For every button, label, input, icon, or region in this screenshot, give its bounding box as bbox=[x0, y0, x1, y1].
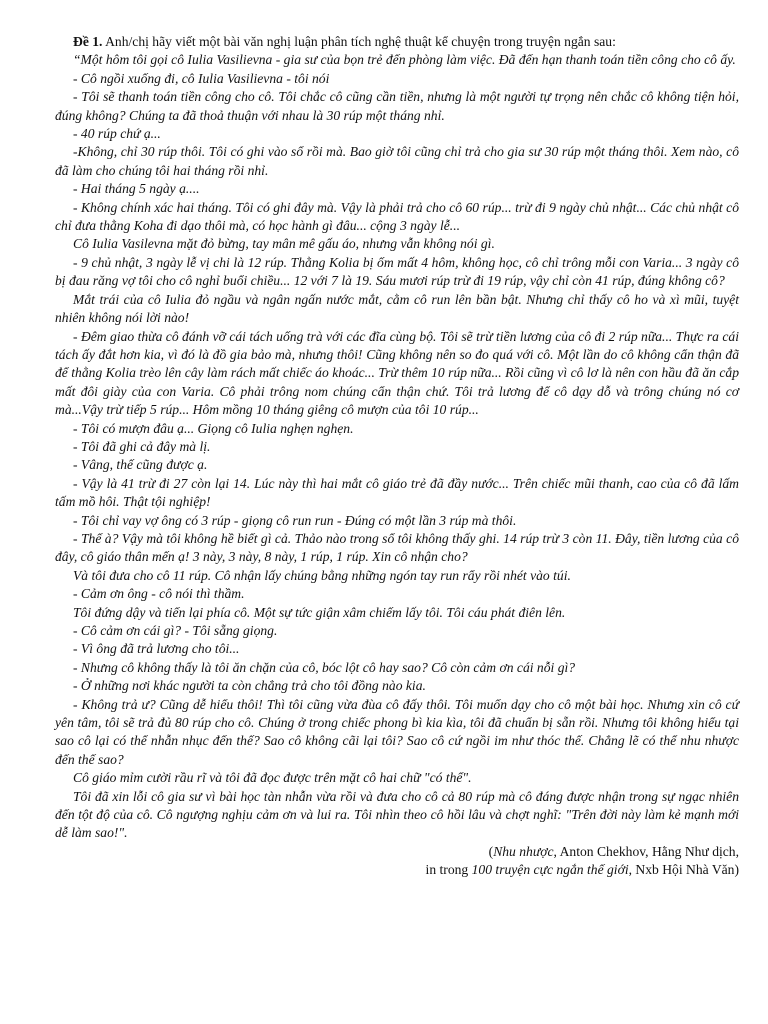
story-title: Nhu nhược bbox=[493, 843, 554, 859]
story-paragraph: - Ở những nơi khác người ta còn chẳng trả cho tôi đồng nào kia. bbox=[73, 678, 426, 694]
story-paragraph: - Hai tháng 5 ngày ạ.... bbox=[73, 181, 200, 197]
story-paragraph: - Nhưng cô không thấy là tôi ăn chặn của cô, bóc lột cô hay sao? Cô còn cảm ơn cái nỗi gì? bbox=[73, 659, 576, 675]
story-paragraph: - Tôi đã ghi cả đây mà lị. bbox=[73, 438, 211, 454]
story-paragraph: - 40 rúp chứ ạ... bbox=[73, 126, 161, 142]
story-paragraph: - Cảm ơn ông - cô nói thì thầm. bbox=[73, 586, 245, 602]
question-label: Đề 1. bbox=[73, 34, 103, 49]
source-citation bbox=[55, 843, 739, 861]
story-paragraph: Cô giáo mỉm cười rầu rĩ và tôi đã đọc được trên mặt cô hai chữ "có thể". bbox=[73, 770, 472, 786]
story-paragraph: - Cô ngồi xuống đi, cô Iulia Vasilievna - tôi nói bbox=[73, 70, 330, 86]
book-title: 100 truyện cực ngắn thế giới bbox=[471, 862, 629, 878]
story-paragraph: - 9 chủ nhật, 3 ngày lễ vị chi là 12 rúp. Thằng Kolia bị ốm mất 4 hôm, không học, cô chỉ trông mỗi con Varia... 3 ngày cô bị đau răng vợ tôi cho cô nghỉ buổi chiều... 12 với 7 là 19. Sáu mươi rúp trừ đi 19 rúp, vậy chỉ còn 41 rúp, đúng không cô? bbox=[55, 254, 739, 289]
story-paragraph: - Tôi chỉ vay vợ ông có 3 rúp - giọng cô run run - Đúng có một lần 3 rúp mà thôi. bbox=[73, 512, 517, 528]
story-paragraph: -Không, chỉ 30 rúp thôi. Tôi có ghi vào sổ rồi mà. Bao giờ tôi cũng chỉ trả cho gia sư 30 rúp một tháng thôi. Xem nào, cô đã làm cho chúng tôi hai tháng rồi nhỉ. bbox=[55, 144, 739, 178]
story-paragraph: Mắt trái của cô Iulia đỏ ngầu và ngân ngấn nước mắt, cằm cô run lên bần bật. Nhưng chỉ thấy cô ho và xì mũi, tuyệt nhiên không nói lời nào! bbox=[55, 291, 739, 326]
citation-prefix: in trong bbox=[425, 862, 472, 878]
story-paragraph: Và tôi đưa cho cô 11 rúp. Cô nhận lấy chúng bằng những ngón tay run rẩy rồi nhét vào túi. bbox=[73, 567, 571, 583]
citation-author-translator: , Anton Chekhov, Hằng Như dịch, bbox=[553, 843, 739, 859]
story-paragraph: - Không trả ư? Cũng dễ hiểu thôi! Thì tôi cũng vừa đùa cô đấy thôi. Tôi muốn dạy cho cô một bài học. Nhưng xin cô cứ yên tâm, tôi sẽ trả đủ 80 rúp cho cô. Chúng ở trong chiếc phong bì kia kìa, tôi đã chuẩn bị sẵn rồi. Nhưng tôi không hiểu tại sao cô lại có thể nhẫn nhục đến thế? Sao cô không cãi lại tôi? Sao cô cứ ngồi im như thóc thế. Chẳng lẽ có thể nhu nhược đến thế sao? bbox=[55, 696, 739, 767]
story-paragraph: Cô Iulia Vasilevna mặt đỏ bừng, tay mân mê gấu áo, nhưng vẫn không nói gì. bbox=[73, 236, 495, 252]
story-paragraph: - Thế à? Vậy mà tôi không hề biết gì cả. Thảo nào trong sổ tôi không thấy ghi. 14 rúp trừ 3 còn 11. Đây, tiền lương của cô đây, cô giáo thân mến ạ! 3 này, 3 này, 8 này, 1 rúp, 1 rúp. Xin cô nhận cho? bbox=[55, 530, 739, 565]
document-page bbox=[55, 33, 739, 880]
story-paragraph: Tôi đã xin lỗi cô gia sư vì bài học tàn nhẫn vừa rồi và đưa cho cô cả 80 rúp mà cô đáng được nhận trong sự ngạc nhiên đến tột độ của cô. Cô ngượng nghịu cảm ơn và lui ra. Tôi nhìn theo cô hồi lâu và chợt nghĩ: "Trên đời này làm kẻ mạnh mới dễ làm sao!". bbox=[55, 788, 739, 841]
exam-question bbox=[55, 33, 739, 51]
story-paragraph: - Tôi sẽ thanh toán tiền công cho cô. Tôi chắc cô cũng cần tiền, nhưng là một người tự trọng nên chắc cô không tiện hỏi, đúng không? Chúng ta đã thoả thuận với nhau là 30 rúp một tháng nhỉ. bbox=[55, 89, 739, 123]
story-paragraph: Tôi đứng dậy và tiến lại phía cô. Một sự tức giận xâm chiếm lấy tôi. Tôi cáu phát điên lên. bbox=[73, 604, 566, 620]
story-paragraph: - Cô cảm ơn cái gì? - Tôi sẵng giọng. bbox=[73, 623, 278, 638]
citation-publisher: , Nxb Hội Nhà Văn) bbox=[628, 862, 739, 878]
story-paragraph: - Tôi có mượn đâu ạ... Giọng cô Iulia nghẹn nghẹn. bbox=[73, 420, 354, 436]
story-paragraph: - Đêm giao thừa cô đánh vỡ cái tách uống trà với các đĩa cùng bộ. Tôi sẽ trừ tiền lương của cô đi 2 rúp nữa... Thực ra cái tách ấy đắt hơn kia, vì đó là đồ gia bảo mà, nhưng thôi! Cũng không nên so đo quá với cô. Một lần do cô không cẩn thận đã để thằng Kolia trèo lên cây làm rách mất chiếc áo khoác... Trừ thêm 10 rúp nữa... Rồi cũng vì cô lơ là nên con hầu đã ăn cắp mất đôi giày của con Varia. Cô phải trông nom chúng cẩn thận chứ. Tôi trả lương để cô dạy dỗ và trông chúng nó cơ mà...Vậy trừ tiếp 5 rúp... Hôm mồng 10 tháng giêng cô mượn của tôi 10 rúp... bbox=[55, 328, 739, 418]
source-publication bbox=[55, 861, 739, 879]
question-prompt: Anh/chị hãy viết một bài văn nghị luận phân tích nghệ thuật kể chuyện trong truyện ngắn sau: bbox=[105, 34, 616, 49]
story-paragraph: - Vì ông đã trả lương cho tôi... bbox=[73, 641, 240, 657]
story-paragraph: - Không chính xác hai tháng. Tôi có ghi đây mà. Vậy là phải trả cho cô 60 rúp... trừ đi 9 ngày chủ nhật... Các chủ nhật cô chỉ đưa thằng Koha đi dạo thôi mà, có học hành gì đâu... cộng 3 ngày lễ... bbox=[55, 199, 739, 234]
story-paragraph: “Một hôm tôi gọi cô Iulia Vasilievna - gia sư của bọn trẻ đến phòng làm việc. Đã đến hạn thanh toán tiền công cho cô ấy. bbox=[73, 52, 736, 68]
citation-open-paren: ( bbox=[488, 843, 494, 859]
story-paragraph: - Vâng, thế cũng được ạ. bbox=[73, 457, 208, 473]
story-paragraph: - Vậy là 41 trừ đi 27 còn lại 14. Lúc này thì hai mắt cô giáo trẻ đã đầy nước... Trên chiếc mũi thanh, cao của cô đã lấm tấm mồ hôi. Thật tội nghiệp! bbox=[55, 475, 739, 510]
story-text bbox=[55, 51, 739, 842]
